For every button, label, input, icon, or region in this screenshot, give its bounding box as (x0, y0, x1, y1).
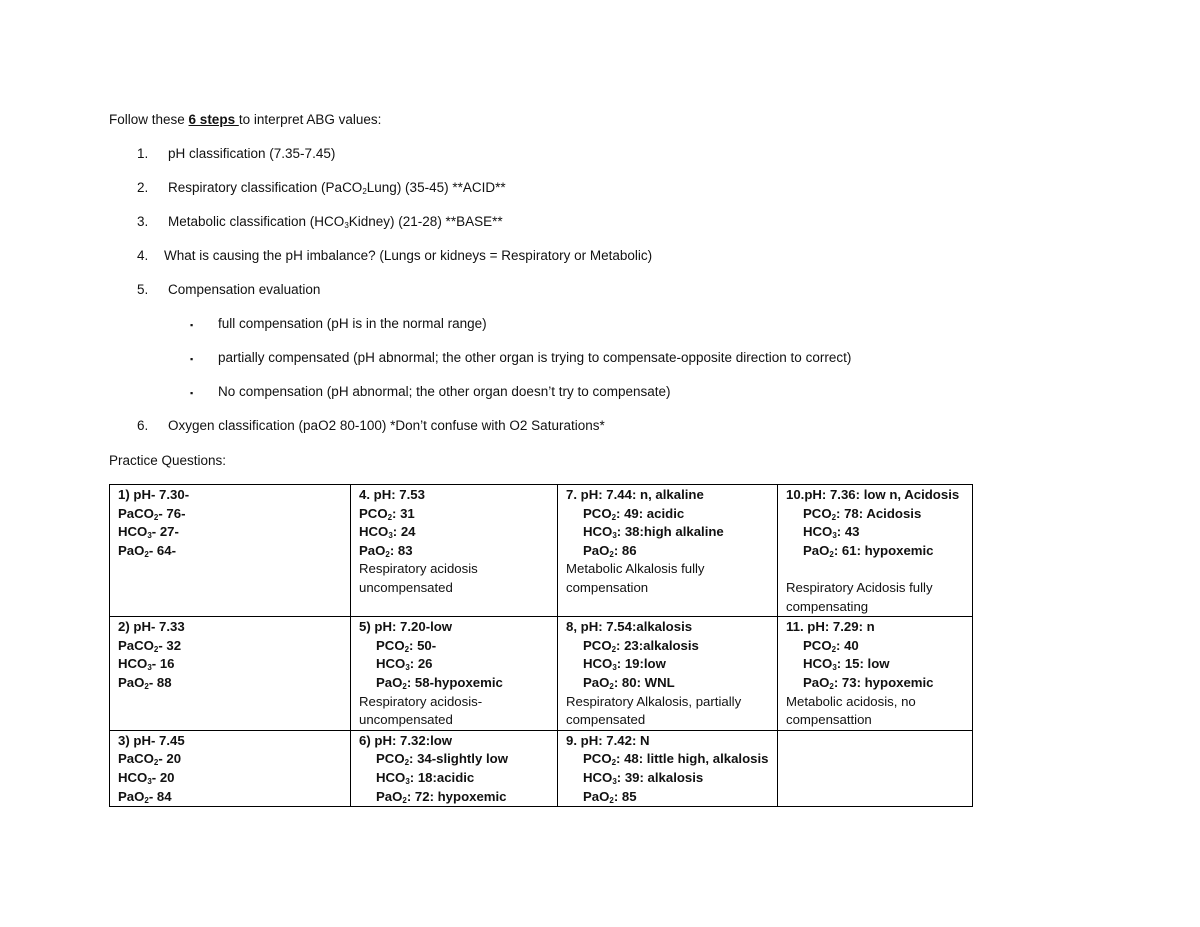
question-cell-2: 2) pH- 7.33 PaCO$_2$- 32 $HCO_3-$ 16 PaO$_2$- 88 (110, 617, 351, 731)
question-cell-6: 6) pH: 7.32:low $PCO_2$: 34-slightly low $HCO_3$: 18:acidic PaO$_2$: 72: hypoxemic (351, 730, 558, 806)
question-cell-7: 7. pH: 7.44: n, alkaline $PCO_2$: 49: acidic $HCO_3$: 38:high alkaline PaO$_2$: 86 Metabolic Alkalosis fully compensation (558, 485, 778, 617)
intro-prefix: Follow these (109, 112, 189, 127)
step-text: What is causing the pH imbalance? (Lungs or kidneys = Respiratory or Metabolic) (164, 248, 653, 263)
answer-text: compensattion (786, 712, 872, 728)
bullet-text: partially compensated (pH abnormal; the other organ is trying to compensate-opposite direction to correct) (218, 350, 852, 365)
step-text: pH classification (7.35-7.45) (168, 146, 336, 161)
step-number: 3. (137, 214, 149, 229)
step-text: Oxygen classification (paO2 80-100) *Don’t confuse with O2 Saturations* (168, 418, 605, 433)
practice-label: Practice Questions: (109, 453, 227, 468)
empty-cell (778, 730, 973, 806)
intro-line (109, 111, 381, 129)
step-number: 4. (137, 248, 149, 263)
question-cell-9: 9. pH: 7.42: N $PCO_2$: 48: little high, alkalosis $HCO_3$: 39: alkalosis PaO$_2$: 85 (558, 730, 778, 806)
answer-text: Respiratory acidosis- (359, 693, 483, 709)
bullet-text: full compensation (pH is in the normal range) (218, 316, 487, 331)
intro-suffix: to interpret ABG values: (238, 112, 382, 127)
question-cell-5: 5) pH: 7.20-low $PCO_2$: 50- $HCO_3$: 26 PaO$_2$: 58-hypoxemic Respiratory acidosis- uncompensated (351, 617, 558, 731)
table-row (110, 730, 973, 806)
step-number: 2. (137, 180, 149, 195)
question-cell-4: 4. pH: 7.53 $PCO_2$: 31 $HCO_3$: 24 PaO$_2$: 83 Respiratory acidosis uncompensated (351, 485, 558, 617)
step-number: 5. (137, 282, 149, 297)
bullet-marker: ▪ (190, 320, 194, 330)
bullet-marker: ▪ (190, 388, 194, 398)
step-text: Respiratory classification (PaCO$_2$Lung) (35-45) **ACID** (168, 180, 506, 196)
bullet-text: No compensation (pH abnormal; the other organ doesn’t try to compensate) (218, 384, 671, 399)
answer-text: Respiratory Acidosis fully (786, 579, 933, 595)
answer-text: compensating (786, 598, 869, 614)
table-row (110, 485, 973, 617)
answer-text: uncompensated (359, 579, 453, 595)
question-cell-8: 8, pH: 7.54:alkalosis $PCO_2$: 23:alkalosis $HCO_3$: 19:low PaO$_2$: 80: WNL Respiratory Alkalosis, partially compensated (558, 617, 778, 731)
question-cell-3: 3) pH- 7.45 PaCO$_2$- 20 $HCO_3-$ 20 PaO$_2$- 84 (110, 730, 351, 806)
question-cell-1: 1) pH- 7.30- PaCO$_2$- 76- $HCO_3-$ 27- PaO$_2$- 64- (110, 485, 351, 617)
answer-text: compensation (566, 579, 649, 595)
intro-emphasis: 6 steps (188, 112, 239, 127)
answer-text: Metabolic Alkalosis fully (566, 561, 705, 577)
answer-text: Metabolic acidosis, no (786, 693, 916, 709)
answer-text: uncompensated (359, 712, 453, 728)
answer-text: Respiratory acidosis (359, 561, 478, 577)
question-cell-10: 10.pH: 7.36: low n, Acidosis $PCO_2$: 78: Acidosis $HCO_3$: 43 PaO$_2$: 61: hypoxemic Respiratory Acidosis fully compensating (778, 485, 973, 617)
step-text: Compensation evaluation (168, 282, 321, 297)
bullet-marker: ▪ (190, 354, 194, 364)
question-cell-11: 11. pH: 7.29: n $PCO_2$: 40 $HCO_3$: 15: low PaO$_2$: 73: hypoxemic Metabolic acidosis, no compensattion (778, 617, 973, 731)
practice-table (109, 484, 973, 807)
answer-text: Respiratory Alkalosis, partially (566, 693, 742, 709)
step-number: 6. (137, 418, 149, 433)
answer-text: compensated (566, 712, 646, 728)
step-number: 1. (137, 146, 149, 161)
step-text: Metabolic classification $(HCO_3Kidney)$ (21-28) **BASE** (168, 214, 503, 230)
table-row (110, 617, 973, 731)
